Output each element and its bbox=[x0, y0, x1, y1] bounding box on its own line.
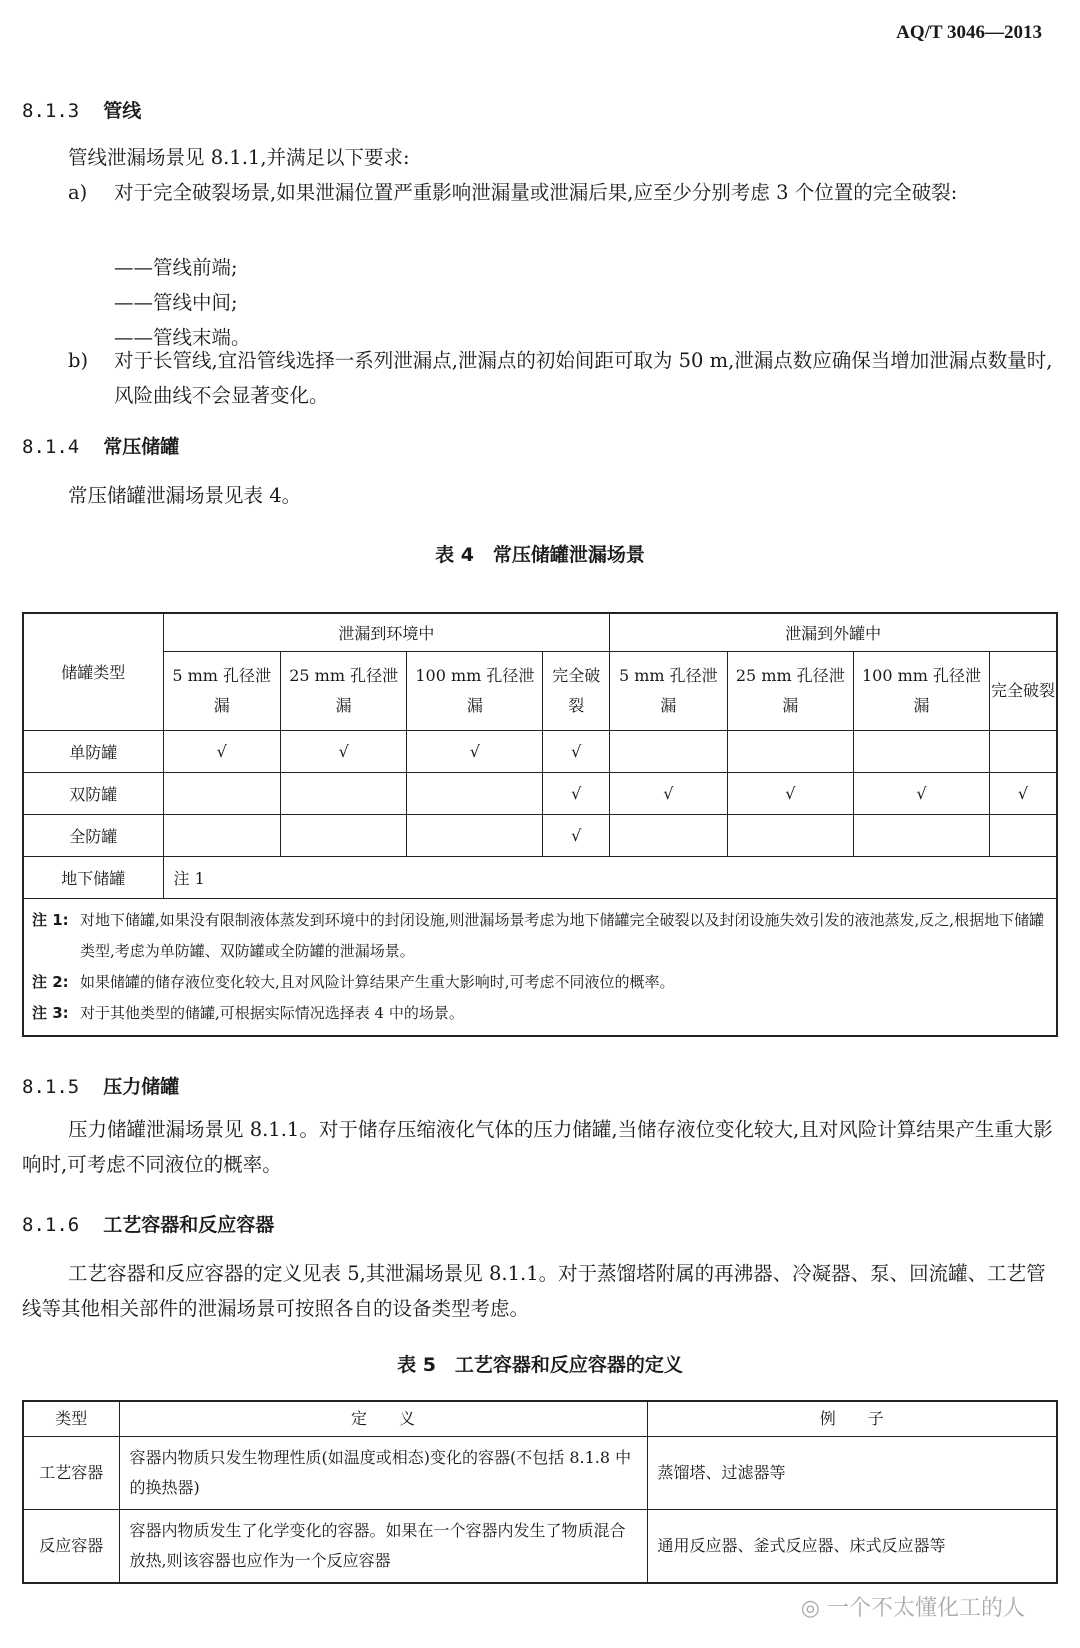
check-cell bbox=[989, 814, 1057, 856]
check-cell bbox=[407, 772, 543, 814]
vessel-text: 工艺容器和反应容器的定义见表 5,其泄漏场景见 8.1.1。对于蒸馏塔附属的再沸器、冷凝器、泵、回流罐、工艺管线等其他相关部件的泄漏场景可按照各自的设备类型考虑。 bbox=[22, 1262, 1046, 1320]
section-number: 8.1.5 bbox=[22, 1076, 80, 1098]
watermark bbox=[801, 1591, 1025, 1622]
note-3 bbox=[32, 998, 1048, 1029]
row-label: 双防罐 bbox=[23, 772, 163, 814]
table-row bbox=[23, 814, 1057, 856]
item-a-text: 对于完全破裂场景,如果泄漏位置严重影响泄漏量或泄漏后果,应至少分别考虑 3 个位置的完全破裂: bbox=[114, 181, 958, 204]
check-cell bbox=[163, 814, 280, 856]
note-text: 对地下储罐,如果没有限制液体蒸发到环境中的封闭设施,则泄漏场景考虑为地下储罐完全破裂以及封闭设施失效引发的液池蒸发,反之,根据地下储罐类型,考虑为单防罐、双防罐或全防罐的泄漏场景。 bbox=[80, 910, 1045, 960]
dash-item-1: ——管线前端; bbox=[114, 256, 238, 279]
section-8-1-5-heading bbox=[22, 1072, 179, 1099]
sub-header: 25 mm 孔径泄漏 bbox=[727, 651, 854, 730]
sub-header: 5 mm 孔径泄漏 bbox=[163, 651, 280, 730]
item-b-label: b) bbox=[68, 349, 89, 372]
check-cell bbox=[407, 814, 543, 856]
col-header-tank-type: 储罐类型 bbox=[23, 613, 163, 730]
check-cell bbox=[163, 772, 280, 814]
check-cell bbox=[727, 814, 854, 856]
dash-item-2: ——管线中间; bbox=[114, 291, 238, 314]
sub-header: 100 mm 孔径泄漏 bbox=[854, 651, 990, 730]
type-cell: 工艺容器 bbox=[23, 1437, 119, 1510]
definition-cell: 容器内物质发生了化学变化的容器。如果在一个容器内发生了物质混合放热,则该容器也应作为一个反应容器 bbox=[119, 1510, 647, 1584]
sub-header: 5 mm 孔径泄漏 bbox=[610, 651, 727, 730]
check-cell: √ bbox=[610, 772, 727, 814]
section-8-1-3-heading bbox=[22, 96, 141, 123]
section-number: 8.1.6 bbox=[22, 1214, 80, 1236]
type-cell: 反应容器 bbox=[23, 1510, 119, 1584]
wechat-icon: ◎ bbox=[800, 1596, 820, 1621]
section-title: 压力储罐 bbox=[103, 1076, 180, 1098]
item-a-label: a) bbox=[68, 181, 88, 204]
watermark-text: 一个不太懂化工的人 bbox=[826, 1596, 1025, 1621]
check-cell bbox=[854, 730, 990, 772]
section-8-1-6-heading bbox=[22, 1210, 274, 1237]
col-header-type: 类型 bbox=[23, 1401, 119, 1437]
check-cell: √ bbox=[543, 772, 610, 814]
note-text: 对于其他类型的储罐,可根据实际情况选择表 4 中的场景。 bbox=[80, 1003, 464, 1022]
check-cell: √ bbox=[543, 814, 610, 856]
tank-intro: 常压储罐泄漏场景见表 4。 bbox=[68, 484, 302, 507]
check-cell bbox=[989, 730, 1057, 772]
item-a bbox=[68, 175, 1058, 210]
check-cell bbox=[280, 814, 407, 856]
check-cell: √ bbox=[407, 730, 543, 772]
sub-header: 25 mm 孔径泄漏 bbox=[280, 651, 407, 730]
dash-item-3: ——管线末端。 bbox=[114, 326, 251, 349]
table-row bbox=[23, 730, 1057, 772]
check-cell bbox=[854, 814, 990, 856]
row-label: 全防罐 bbox=[23, 814, 163, 856]
note-2 bbox=[32, 967, 1048, 998]
check-cell bbox=[280, 772, 407, 814]
table-row bbox=[23, 1510, 1057, 1584]
col-header-definition: 定 义 bbox=[119, 1401, 647, 1437]
group-header-environment: 泄漏到环境中 bbox=[163, 613, 610, 651]
table4 bbox=[22, 612, 1058, 1037]
check-cell bbox=[610, 730, 727, 772]
check-cell bbox=[610, 814, 727, 856]
note-1 bbox=[32, 905, 1048, 967]
check-cell: √ bbox=[854, 772, 990, 814]
note-label: 注 2: bbox=[32, 972, 69, 991]
section-title: 常压储罐 bbox=[103, 436, 180, 458]
check-cell: √ bbox=[543, 730, 610, 772]
definition-cell: 容器内物质只发生物理性质(如温度或相态)变化的容器(不包括 8.1.8 中的换热器) bbox=[119, 1437, 647, 1510]
section-number: 8.1.3 bbox=[22, 100, 80, 122]
example-cell: 蒸馏塔、过滤器等 bbox=[647, 1437, 1057, 1510]
table-row bbox=[23, 856, 1057, 898]
section-title: 工艺容器和反应容器 bbox=[103, 1214, 275, 1236]
item-b-text: 对于长管线,宜沿管线选择一系列泄漏点,泄漏点的初始间距可取为 50 m,泄漏点数应确保当增加泄漏点数量时,风险曲线不会显著变化。 bbox=[114, 349, 1053, 407]
check-cell bbox=[727, 730, 854, 772]
col-header-example: 例 子 bbox=[647, 1401, 1057, 1437]
item-b bbox=[68, 343, 1058, 413]
section-8-1-4-heading bbox=[22, 432, 179, 459]
sub-header: 完全破裂 bbox=[989, 651, 1057, 730]
check-cell: √ bbox=[727, 772, 854, 814]
sub-header: 完全破裂 bbox=[543, 651, 610, 730]
table4-caption: 表 4 常压储罐泄漏场景 bbox=[435, 544, 645, 566]
pipeline-intro: 管线泄漏场景见 8.1.1,并满足以下要求: bbox=[68, 146, 410, 169]
note-label: 注 3: bbox=[32, 1003, 69, 1022]
pressure-tank-text: 压力储罐泄漏场景见 8.1.1。对于储存压缩液化气体的压力储罐,当储存液位变化较大,且对风险计算结果产生重大影响时,可考虑不同液位的概率。 bbox=[22, 1118, 1053, 1176]
row-label: 地下储罐 bbox=[23, 856, 163, 898]
note-reference: 注 1 bbox=[163, 856, 1057, 898]
table4-notes bbox=[23, 898, 1057, 1036]
table-row bbox=[23, 1437, 1057, 1510]
section-number: 8.1.4 bbox=[22, 436, 80, 458]
check-cell: √ bbox=[280, 730, 407, 772]
group-header-outer-tank: 泄漏到外罐中 bbox=[610, 613, 1057, 651]
table5-caption: 表 5 工艺容器和反应容器的定义 bbox=[397, 1354, 683, 1376]
example-cell: 通用反应器、釜式反应器、床式反应器等 bbox=[647, 1510, 1057, 1584]
row-label: 单防罐 bbox=[23, 730, 163, 772]
sub-header: 100 mm 孔径泄漏 bbox=[407, 651, 543, 730]
standard-number: AQ/T 3046—2013 bbox=[896, 22, 1042, 43]
table5 bbox=[22, 1400, 1058, 1584]
section-title: 管线 bbox=[103, 100, 142, 122]
note-text: 如果储罐的储存液位变化较大,且对风险计算结果产生重大影响时,可考虑不同液位的概率。 bbox=[80, 972, 675, 991]
check-cell: √ bbox=[989, 772, 1057, 814]
table-row bbox=[23, 772, 1057, 814]
note-label: 注 1: bbox=[32, 910, 69, 929]
check-cell: √ bbox=[163, 730, 280, 772]
